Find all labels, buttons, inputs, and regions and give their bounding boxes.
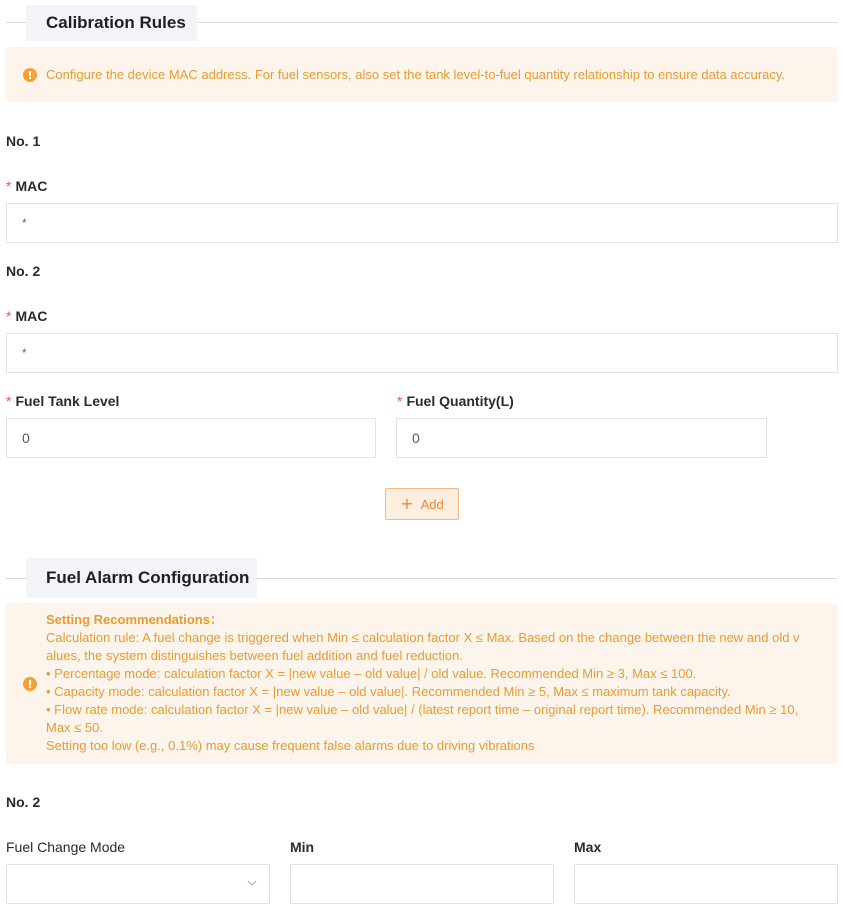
rule-2-mac-label xyxy=(6,308,47,324)
min-input[interactable] xyxy=(290,864,554,904)
fuel-quantity-label xyxy=(397,393,514,409)
notice-line: alues, the system distinguishes between fuel addition and fuel reduction. xyxy=(46,648,463,663)
mac-input-value: * xyxy=(22,346,27,360)
mac-input-value: * xyxy=(22,216,27,230)
fuel-change-mode-label: Fuel Change Mode xyxy=(6,839,126,855)
fuel-tank-level-input[interactable] xyxy=(6,418,376,458)
fuel-quantity-label-text: Fuel Quantity(L) xyxy=(406,393,514,409)
rule-2-mac-input[interactable] xyxy=(6,333,838,373)
mac-label-text: MAC xyxy=(15,308,48,324)
rule-1-mac-label xyxy=(6,178,47,194)
alarm-notice xyxy=(6,603,838,764)
notice-line: Calculation rule: A fuel change is triggered when Min ≤ calculation factor X ≤ Max. Based on the change between the new and old v xyxy=(46,630,800,645)
max-label: Max xyxy=(574,839,602,855)
alarm-notice-text xyxy=(46,611,800,755)
notice-line: Setting too low (e.g., 0.1%) may cause frequent false alarms due to driving vibrations xyxy=(46,738,535,753)
calibration-title-text: Calibration Rules xyxy=(46,13,186,32)
rule-1-number: No. 1 xyxy=(6,133,41,149)
chevron-down-icon xyxy=(247,878,257,888)
required-mark: * xyxy=(6,393,12,409)
add-rule-button[interactable] xyxy=(385,488,459,520)
plus-icon: + xyxy=(400,494,414,513)
fuel-tank-level-value: 0 xyxy=(22,430,30,446)
required-mark: * xyxy=(397,393,403,409)
calibration-notice xyxy=(6,47,838,102)
notice-line: • Flow rate mode: calculation factor X = |new value – old value| / (latest report time – original report time). Recommended Min ≥ 10, xyxy=(46,702,799,717)
required-mark: * xyxy=(6,178,12,194)
fuel-quantity-value: 0 xyxy=(412,430,420,446)
notice-line: Max ≤ 50. xyxy=(46,720,103,735)
alarm-section-title xyxy=(26,558,257,598)
mac-label-text: MAC xyxy=(15,178,48,194)
rule-2-number: No. 2 xyxy=(6,263,41,279)
calibration-section-title xyxy=(26,5,197,41)
notice-line: • Capacity mode: calculation factor X = |new value – old value|. Recommended Min ≥ 5, Max ≤ maximum tank capacity. xyxy=(46,684,731,699)
warning-icon: ! xyxy=(23,677,37,691)
add-button-label: Add xyxy=(420,496,444,512)
fuel-tank-level-label-text: Fuel Tank Level xyxy=(15,393,120,409)
notice-heading: Setting Recommendations： xyxy=(46,612,223,627)
max-input[interactable] xyxy=(574,864,838,904)
required-mark: * xyxy=(6,308,12,324)
alarm-rule-number: No. 2 xyxy=(6,794,41,810)
calibration-notice-text: Configure the device MAC address. For fuel sensors, also set the tank level-to-fuel quantity relationship to ensure data accuracy. xyxy=(46,67,785,82)
fuel-quantity-input[interactable] xyxy=(396,418,767,458)
rule-1-mac-input[interactable] xyxy=(6,203,838,243)
notice-line: • Percentage mode: calculation factor X = |new value – old value| / old value. Recommended Min ≥ 3, Max ≤ 100. xyxy=(46,666,697,681)
min-label: Min xyxy=(290,839,315,855)
alarm-title-text: Fuel Alarm Configuration xyxy=(46,568,250,587)
warning-icon: ! xyxy=(23,68,37,82)
fuel-tank-level-label xyxy=(6,393,119,409)
fuel-change-mode-select[interactable] xyxy=(6,864,270,904)
